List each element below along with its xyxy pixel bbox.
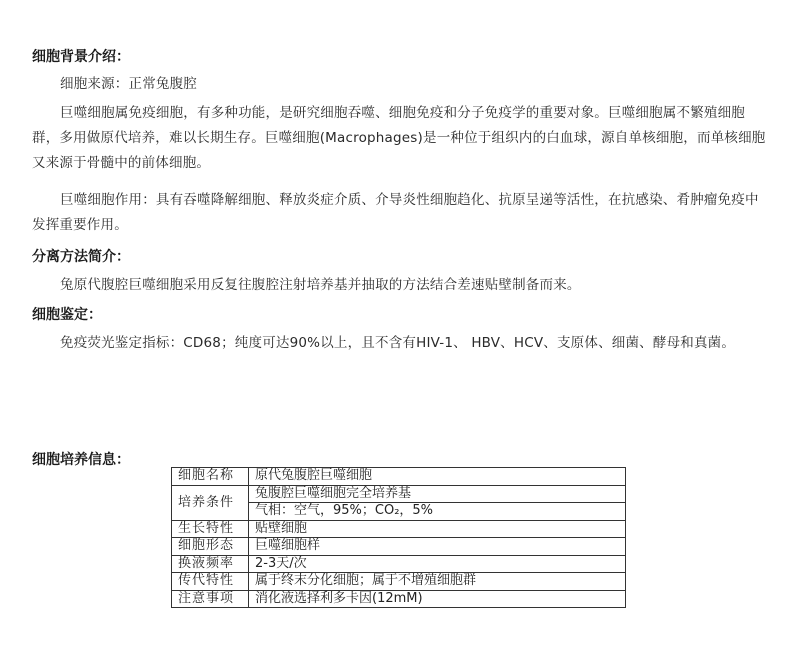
table-key-cell: 换液频率 — [172, 555, 249, 573]
table-key-cell: 注意事项 — [172, 590, 249, 608]
cell-description-text: 巨噬细胞属免疫细胞，有多种功能，是研究细胞吞噬、细胞免疫和分子免疫学的重要对象。巨噬细胞属不繁殖细胞群，多用做原代培养，难以长期生存。巨噬细胞(Macrophages)是一种位于组织内的白血球，源自单核细胞，而单核细胞又来源于骨髓中的前体细胞。 — [32, 105, 766, 171]
table-row — [172, 590, 626, 608]
table-key-cell: 培养条件 — [172, 485, 249, 520]
cell-identification-text: 免疫荧光鉴定指标：CD68；纯度可达90%以上，且不含有HIV-1、 HBV、HCV、支原体、细菌、酵母和真菌。 — [60, 335, 736, 351]
table-key-cell: 细胞形态 — [172, 538, 249, 556]
table-key-cell: 细胞名称 — [172, 468, 249, 486]
table-row — [172, 538, 626, 556]
table-value-cell: 2-3天/次 — [249, 555, 626, 573]
table-key-cell: 生长特性 — [172, 520, 249, 538]
table-value-cell: 气相：空气，95%；CO₂，5% — [249, 503, 626, 521]
table-key-cell: 传代特性 — [172, 573, 249, 591]
table-value-cell: 属于终末分化细胞；属于不增殖细胞群 — [249, 573, 626, 591]
isolation-method-heading: 分离方法简介： — [32, 249, 130, 265]
table-row — [172, 468, 626, 486]
table-value-cell: 兔腹腔巨噬细胞完全培养基 — [249, 485, 626, 503]
cell-background-heading: 细胞背景介绍： — [32, 49, 130, 65]
cell-function-text: 巨噬细胞作用：具有吞噬降解细胞、释放炎症介质、介导炎性细胞趋化、抗原呈递等活性，在抗感染、肴肿瘤免疫中发挥重要作用。 — [32, 192, 759, 233]
table-value-cell: 巨噬细胞样 — [249, 538, 626, 556]
table-value-cell: 原代兔腹腔巨噬细胞 — [249, 468, 626, 486]
isolation-method-text: 兔原代腹腔巨噬细胞采用反复往腹腔注射培养基并抽取的方法结合差速贴壁制备而来。 — [60, 277, 581, 293]
culture-info-table — [171, 467, 626, 608]
table-row — [172, 573, 626, 591]
table-row — [172, 485, 626, 503]
table-row — [172, 555, 626, 573]
table-value-cell: 贴壁细胞 — [249, 520, 626, 538]
cell-source-text: 细胞来源：正常兔腹腔 — [60, 76, 197, 92]
table-value-cell: 消化液选择利多卡因(12mM) — [249, 590, 626, 608]
table-row — [172, 520, 626, 538]
cell-identification-heading: 细胞鉴定： — [32, 307, 102, 323]
cell-culture-heading: 细胞培养信息： — [32, 452, 130, 468]
